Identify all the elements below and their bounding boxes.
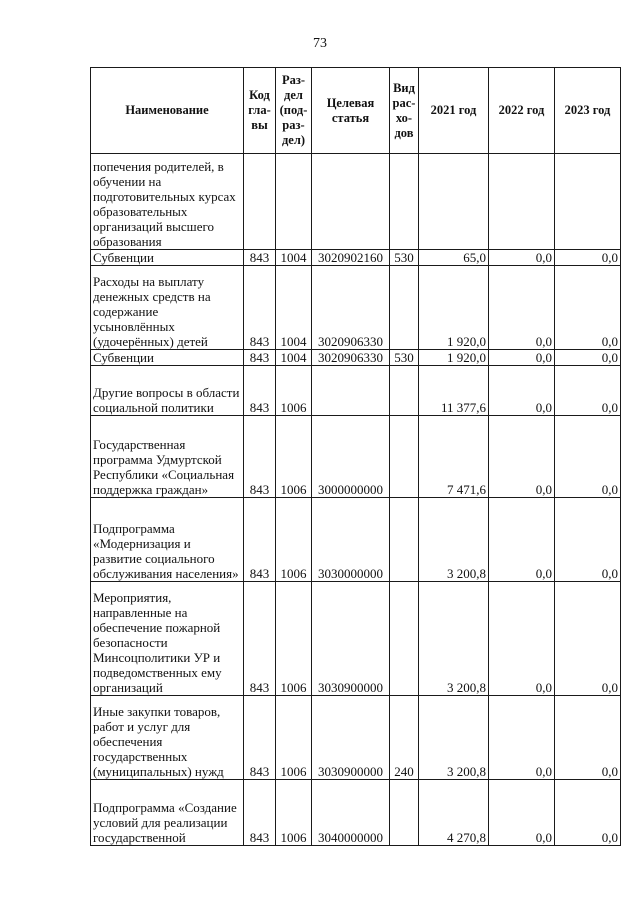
cell-target: 3030900000 bbox=[312, 582, 390, 696]
cell-2022: 0,0 bbox=[489, 498, 555, 582]
table-row bbox=[91, 154, 621, 250]
table-header-row bbox=[91, 68, 621, 154]
header-expense-type: Вид рас- хо- дов bbox=[390, 68, 419, 154]
cell-chapter: 843 bbox=[244, 780, 276, 846]
cell-2023: 0,0 bbox=[555, 498, 621, 582]
cell-2021: 3 200,8 bbox=[419, 696, 489, 780]
cell-2021: 11 377,6 bbox=[419, 366, 489, 416]
cell-expense bbox=[390, 154, 419, 250]
header-year-2022: 2022 год bbox=[489, 68, 555, 154]
table-row bbox=[91, 416, 621, 498]
cell-target bbox=[312, 154, 390, 250]
cell-2023: 0,0 bbox=[555, 366, 621, 416]
cell-chapter: 843 bbox=[244, 350, 276, 366]
cell-2022: 0,0 bbox=[489, 696, 555, 780]
cell-expense bbox=[390, 498, 419, 582]
cell-section: 1004 bbox=[276, 350, 312, 366]
cell-name: Иные закупки товаров, работ и услуг для обеспечения государственных (муниципальных) нужд bbox=[91, 696, 244, 780]
cell-2021 bbox=[419, 154, 489, 250]
cell-target: 3030000000 bbox=[312, 498, 390, 582]
header-name: Наименование bbox=[91, 68, 244, 154]
cell-2021: 3 200,8 bbox=[419, 582, 489, 696]
cell-target: 3020906330 bbox=[312, 350, 390, 366]
cell-2023 bbox=[555, 154, 621, 250]
cell-section: 1004 bbox=[276, 250, 312, 266]
table-row bbox=[91, 498, 621, 582]
cell-2022: 0,0 bbox=[489, 266, 555, 350]
cell-2021: 4 270,8 bbox=[419, 780, 489, 846]
table-row bbox=[91, 696, 621, 780]
cell-section: 1006 bbox=[276, 582, 312, 696]
cell-expense bbox=[390, 266, 419, 350]
cell-name: Расходы на выплату денежных средств на содержание усыновлённых (удочерённых) детей bbox=[91, 266, 244, 350]
cell-target bbox=[312, 366, 390, 416]
cell-2022: 0,0 bbox=[489, 350, 555, 366]
page-number: 73 bbox=[313, 36, 327, 51]
cell-2023: 0,0 bbox=[555, 582, 621, 696]
cell-chapter: 843 bbox=[244, 250, 276, 266]
cell-expense: 530 bbox=[390, 350, 419, 366]
cell-2022: 0,0 bbox=[489, 582, 555, 696]
cell-2021: 3 200,8 bbox=[419, 498, 489, 582]
cell-target: 3000000000 bbox=[312, 416, 390, 498]
cell-target: 3020906330 bbox=[312, 266, 390, 350]
table-row bbox=[91, 582, 621, 696]
cell-expense bbox=[390, 416, 419, 498]
cell-2022 bbox=[489, 154, 555, 250]
table-row bbox=[91, 366, 621, 416]
cell-name: Другие вопросы в области социальной политики bbox=[91, 366, 244, 416]
cell-2023: 0,0 bbox=[555, 266, 621, 350]
cell-chapter bbox=[244, 154, 276, 250]
cell-expense: 530 bbox=[390, 250, 419, 266]
cell-target: 3030900000 bbox=[312, 696, 390, 780]
cell-name: Подпрограмма «Модернизация и развитие социального обслуживания населения» bbox=[91, 498, 244, 582]
table-row bbox=[91, 250, 621, 266]
cell-2023: 0,0 bbox=[555, 350, 621, 366]
cell-target: 3020902160 bbox=[312, 250, 390, 266]
cell-chapter: 843 bbox=[244, 366, 276, 416]
table-row bbox=[91, 266, 621, 350]
table-row bbox=[91, 780, 621, 846]
cell-section: 1004 bbox=[276, 266, 312, 350]
cell-chapter: 843 bbox=[244, 696, 276, 780]
cell-expense bbox=[390, 366, 419, 416]
cell-expense: 240 bbox=[390, 696, 419, 780]
cell-2023: 0,0 bbox=[555, 696, 621, 780]
cell-2021: 65,0 bbox=[419, 250, 489, 266]
cell-2022: 0,0 bbox=[489, 416, 555, 498]
header-year-2021: 2021 год bbox=[419, 68, 489, 154]
cell-2023: 0,0 bbox=[555, 416, 621, 498]
cell-section bbox=[276, 154, 312, 250]
budget-table bbox=[90, 67, 621, 846]
cell-target: 3040000000 bbox=[312, 780, 390, 846]
header-section: Раз- дел (под- раз- дел) bbox=[276, 68, 312, 154]
cell-name: Государственная программа Удмуртской Республики «Социальная поддержка граждан» bbox=[91, 416, 244, 498]
cell-2021: 1 920,0 bbox=[419, 350, 489, 366]
cell-2022: 0,0 bbox=[489, 780, 555, 846]
cell-section: 1006 bbox=[276, 366, 312, 416]
cell-chapter: 843 bbox=[244, 266, 276, 350]
cell-chapter: 843 bbox=[244, 416, 276, 498]
cell-2022: 0,0 bbox=[489, 250, 555, 266]
cell-expense bbox=[390, 582, 419, 696]
cell-expense bbox=[390, 780, 419, 846]
cell-section: 1006 bbox=[276, 780, 312, 846]
cell-section: 1006 bbox=[276, 498, 312, 582]
cell-2022: 0,0 bbox=[489, 366, 555, 416]
table-row bbox=[91, 350, 621, 366]
cell-name: Мероприятия, направленные на обеспечение пожарной безопасности Минсоцполитики УР и подведомственных ему организаций bbox=[91, 582, 244, 696]
cell-2021: 7 471,6 bbox=[419, 416, 489, 498]
cell-name: Субвенции bbox=[91, 250, 244, 266]
cell-name: попечения родителей, в обучении на подготовительных курсах образовательных организаций высшего образования bbox=[91, 154, 244, 250]
header-year-2023: 2023 год bbox=[555, 68, 621, 154]
header-chapter-code: Код гла- вы bbox=[244, 68, 276, 154]
cell-name: Подпрограмма «Создание условий для реализации государственной bbox=[91, 780, 244, 846]
cell-2023: 0,0 bbox=[555, 780, 621, 846]
header-target-article: Целевая статья bbox=[312, 68, 390, 154]
cell-chapter: 843 bbox=[244, 582, 276, 696]
cell-2023: 0,0 bbox=[555, 250, 621, 266]
cell-2021: 1 920,0 bbox=[419, 266, 489, 350]
cell-chapter: 843 bbox=[244, 498, 276, 582]
cell-section: 1006 bbox=[276, 416, 312, 498]
cell-name: Субвенции bbox=[91, 350, 244, 366]
cell-section: 1006 bbox=[276, 696, 312, 780]
